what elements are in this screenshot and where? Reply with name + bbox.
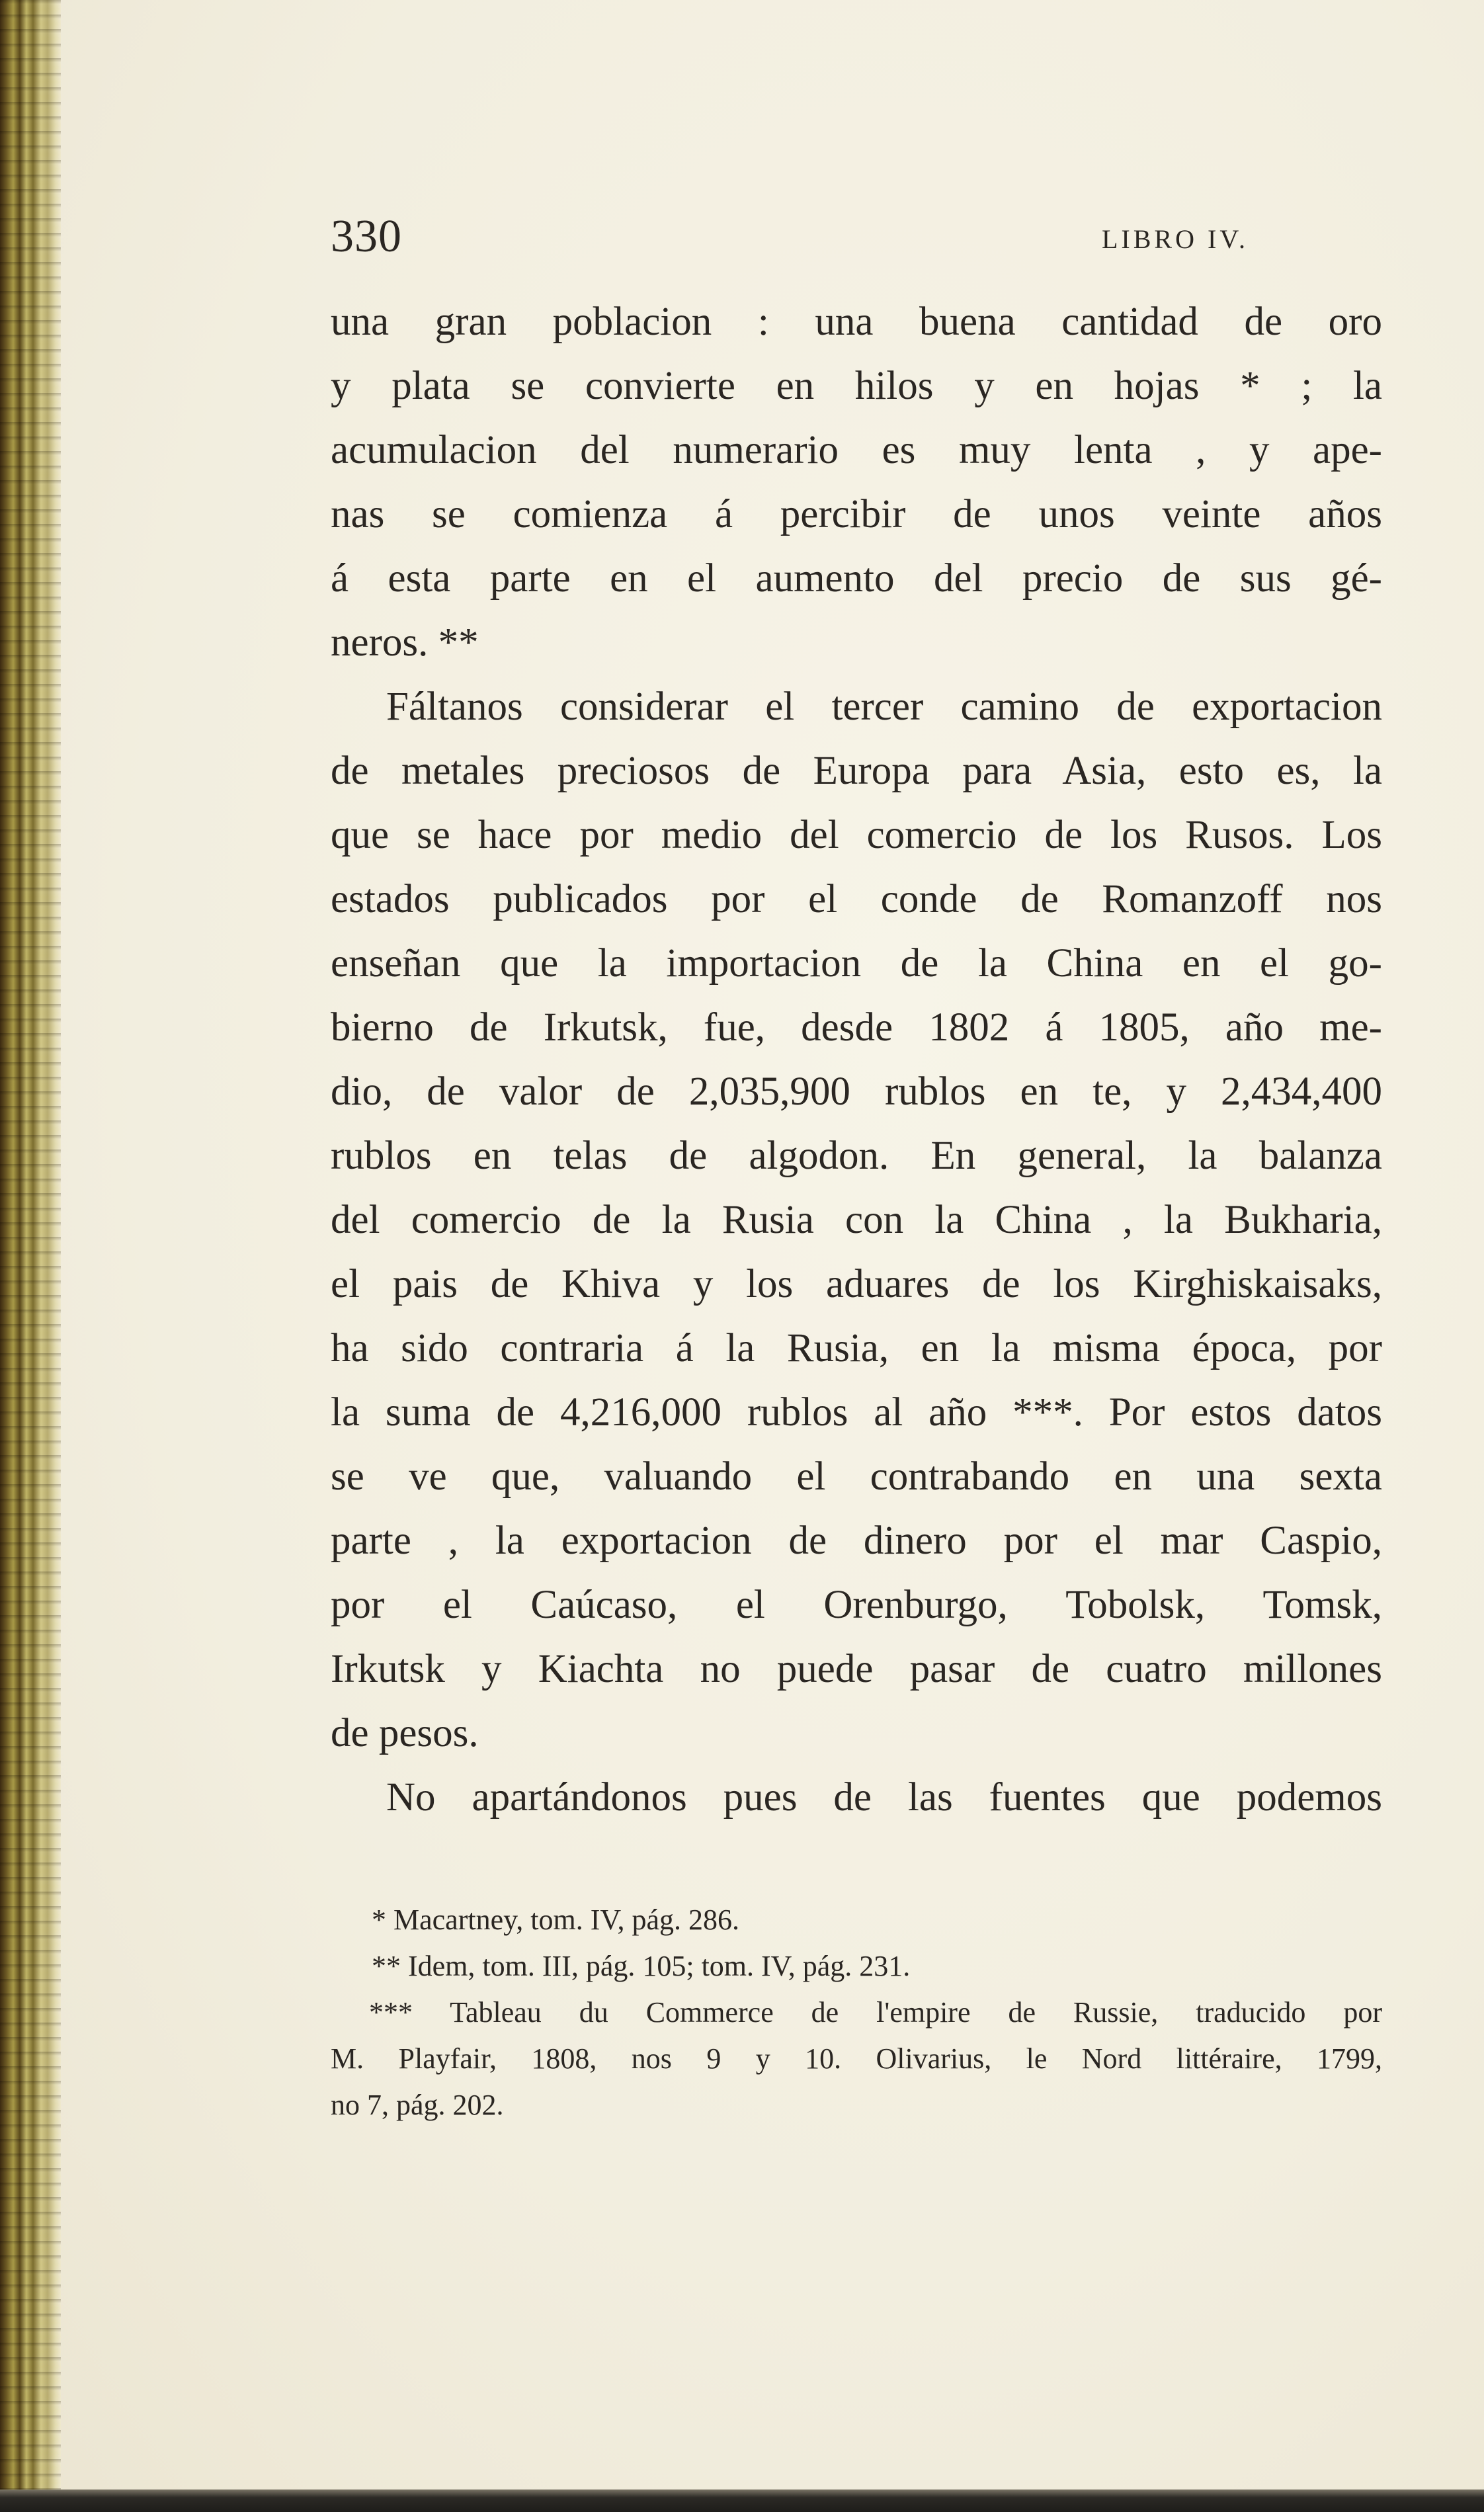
- text-line: No apartándonos pues de las fuentes que podemos: [386, 1775, 1382, 1820]
- text-line: enseñan que la importacion de la China en el go-: [331, 941, 1382, 985]
- footnotes: [331, 1897, 1382, 2128]
- running-head: LIBRO IV.: [1102, 224, 1249, 254]
- text-line: rublos en telas de algodon. En general, la balanza: [331, 1134, 1382, 1178]
- text-line: y plata se convierte en hilos y en hojas * ; la: [331, 364, 1382, 408]
- text-line: Irkutsk y Kiachta no puede pasar de cuatro millones: [331, 1647, 1382, 1691]
- text-line: de metales preciosos de Europa para Asia, esto es, la: [331, 749, 1382, 793]
- text-line: se ve que, valuando el contrabando en una sexta: [331, 1454, 1382, 1499]
- page-header: [331, 210, 1382, 263]
- text-line: neros. **: [331, 620, 479, 665]
- footnote: ** Idem, tom. III, pág. 105; tom. IV, pág. 231.: [372, 1950, 911, 1982]
- text-line: á esta parte en el aumento del precio de sus gé-: [331, 556, 1382, 601]
- text-line: Fáltanos considerar el tercer camino de exportacion: [386, 685, 1382, 729]
- text-line: nas se comienza á percibir de unos veinte años: [331, 492, 1382, 536]
- text-line: el pais de Khiva y los aduares de los Kirghiskaisaks,: [331, 1262, 1382, 1306]
- text-line: de pesos.: [331, 1711, 479, 1755]
- text-line: acumulacion del numerario es muy lenta , y ape-: [331, 428, 1382, 472]
- footnote-continuation: M. Playfair, 1808, nos 9 y 10. Olivarius, le Nord littéraire, 1799,: [331, 2042, 1382, 2075]
- text-line: ha sido contraria á la Rusia, en la misma época, por: [331, 1326, 1382, 1370]
- text-line: que se hace por medio del comercio de los Rusos. Los: [331, 813, 1382, 857]
- body-text: [331, 290, 1382, 1829]
- scan-bottom-edge: [0, 2490, 1484, 2512]
- page-number: 330: [331, 211, 402, 262]
- text-line: dio, de valor de 2,035,900 rublos en te, y 2,434,400: [331, 1069, 1382, 1114]
- text-line: una gran poblacion : una buena cantidad de oro: [331, 300, 1382, 344]
- text-line: estados publicados por el conde de Romanzoff nos: [331, 877, 1382, 921]
- footnote: * Macartney, tom. IV, pág. 286.: [372, 1904, 739, 1936]
- text-line: bierno de Irkutsk, fue, desde 1802 á 1805, año me-: [331, 1005, 1382, 1050]
- text-line: parte , la exportacion de dinero por el mar Caspio,: [331, 1519, 1382, 1563]
- footnote: *** Tableau du Commerce de l'empire de Russie, traducido por: [369, 1996, 1382, 2029]
- text-line: la suma de 4,216,000 rublos al año ***. Por estos datos: [331, 1390, 1382, 1435]
- footnote-continuation: no 7, pág. 202.: [331, 2089, 504, 2121]
- text-line: del comercio de la Rusia con la China , la Bukharia,: [331, 1198, 1382, 1242]
- book-spine-texture: [0, 0, 61, 2512]
- text-line: por el Caúcaso, el Orenburgo, Tobolsk, Tomsk,: [331, 1583, 1382, 1627]
